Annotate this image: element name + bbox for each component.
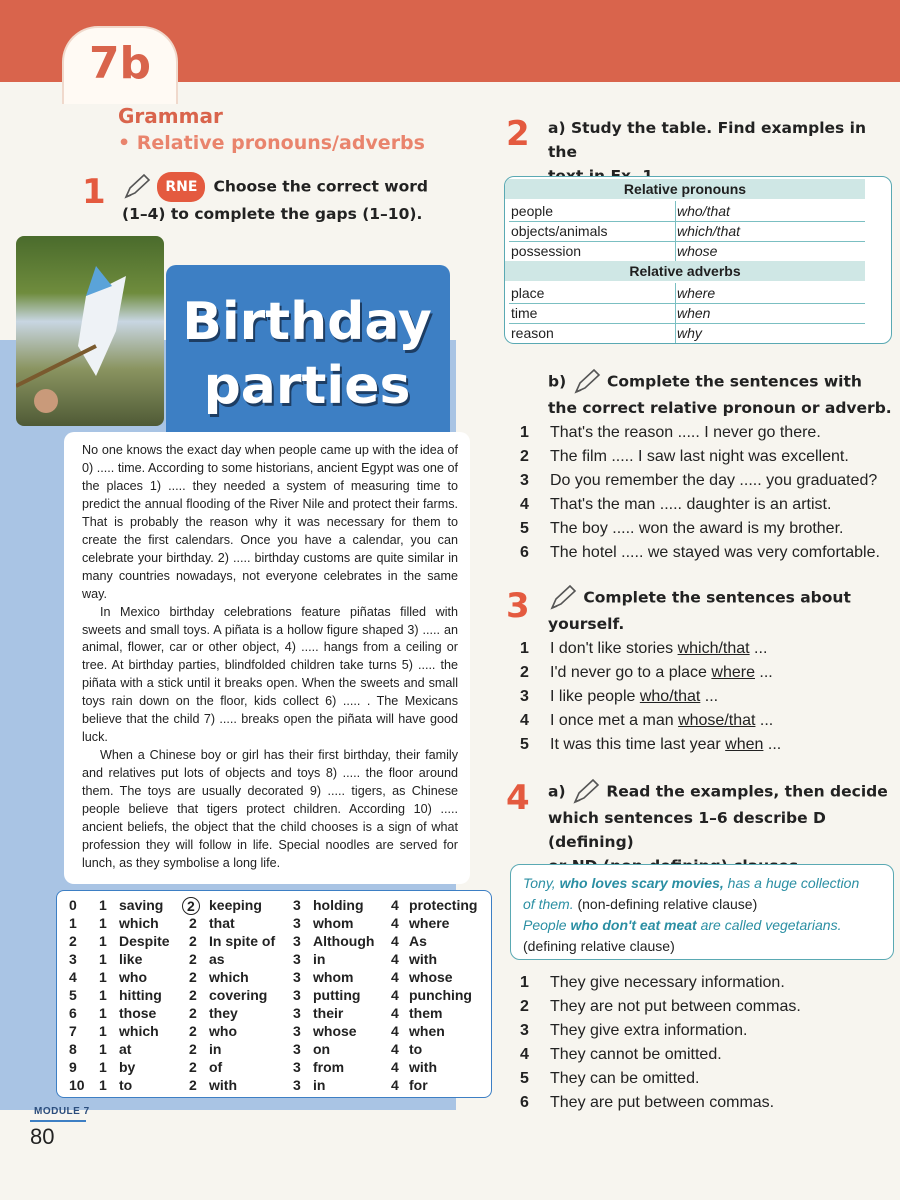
option-text: with [409,951,437,967]
sentence-end: ... [755,712,774,729]
example-2-text: People [523,917,571,933]
ex2a-line1: a) Study the table. Find examples in the [548,119,867,161]
examples-box [510,864,894,960]
sentence-end: ... [754,664,773,681]
exercise-2b-instruction [548,368,892,420]
sentence-text [550,688,718,706]
table-cell-use: reason [511,325,554,341]
option-number: 1 [99,951,107,967]
ex2b-line1: Complete the sentences with [607,372,862,391]
sentence-text [550,640,767,658]
option-number: 3 [293,987,301,1003]
option-number: 3 [293,1077,301,1093]
option-text: that [209,915,235,931]
sentence-number: 5 [520,520,529,537]
gap-number: 7 [69,1023,77,1039]
table-cell-word: when [677,305,711,321]
example-1-text: of them. [523,896,574,912]
option-text: in [313,1077,326,1093]
option-number: 1 [99,987,107,1003]
module-divider [30,1120,86,1122]
table-row [509,303,865,324]
gap-number: 4 [69,969,77,985]
table-row [509,283,865,304]
table-cell-word: where [677,285,716,301]
sentence-text: They give necessary information. [550,974,785,991]
option-text: where [409,915,450,931]
table-cell-word: whose [677,243,718,259]
sentence-relative-word: where [711,664,755,681]
table-cell-use: place [511,285,545,301]
option-number: 1 [99,1041,107,1057]
ex1-instruction-line2: (1–4) to complete the gaps (1–10). [122,205,423,223]
unit-label: 7b [88,38,152,89]
option-number: 3 [293,969,301,985]
option-text: with [209,1077,237,1093]
option-text: hitting [119,987,162,1003]
option-number: 3 [293,1041,301,1057]
sentence-number: 6 [520,1094,529,1111]
gap-number: 10 [69,1077,85,1093]
exercise-4-instruction [548,778,898,878]
module-label: MODULE 7 [34,1106,90,1117]
exercise-4-number: 4 [506,778,530,818]
title-line-2: parties [203,356,411,416]
table-cell-word: which/that [677,223,741,239]
option-number: 3 [293,933,301,949]
sentence-text: The film ..... I saw last night was excellent. [550,448,849,465]
table-cell-use: people [511,203,554,219]
option-text: when [409,1023,445,1039]
option-text: like [119,951,143,967]
table-cell-use: time [511,305,538,321]
sentence-number: 3 [520,688,529,705]
option-number: 3 [293,1005,301,1021]
table-row [509,221,865,242]
option-text: Although [313,933,375,949]
pencil-icon [548,584,578,612]
option-text: Despite [119,933,170,949]
section-title: Grammar [118,104,223,128]
option-text: their [313,1005,344,1021]
pencil-icon [571,778,601,806]
gap-number: 2 [69,933,77,949]
option-text: which [209,969,249,985]
option-number: 3 [293,1023,301,1039]
sentence-text: The hotel ..... we stayed was very comfortable. [550,544,880,561]
option-text: protecting [409,897,478,913]
options-row [57,951,491,969]
options-row [57,1023,491,1041]
options-row [57,915,491,933]
exercise-1-number: 1 [82,172,106,212]
option-text: for [409,1077,428,1093]
option-number: 1 [99,933,107,949]
unit-badge [62,26,178,104]
option-number: 4 [391,1023,399,1039]
option-text: as [209,951,225,967]
sentence-relative-word: whose/that [678,712,756,729]
sentence-number: 4 [520,712,529,729]
sentence-number: 4 [520,1046,529,1063]
ex2b-line2: the correct relative pronoun or adverb. [548,399,892,417]
option-text: which [119,915,159,931]
sentence-text [550,712,773,730]
exercise-3-number: 3 [506,586,530,626]
sentence-text: They give extra information. [550,1022,748,1039]
ex3-line1: Complete the sentences about [583,588,851,607]
options-row [57,1041,491,1059]
sentence-relative-word: who/that [639,688,701,705]
option-number: 2 [189,1077,197,1093]
option-number: 4 [391,1005,399,1021]
page-number: 80 [30,1124,55,1149]
option-number: 2 [189,969,197,985]
options-row [57,969,491,987]
option-text: those [119,1005,157,1021]
example-1-text: has a huge collection [723,875,860,891]
sentence-number: 2 [520,448,529,465]
title-line-1: Birthday [182,292,432,352]
option-text: which [119,1023,159,1039]
sentence-relative-word: when [725,736,764,753]
sentence-text: They are not put between commas. [550,998,801,1015]
gap-number: 9 [69,1059,77,1075]
sentence-end: ... [700,688,719,705]
table-row [509,323,865,343]
sentence-text: That's the reason ..... I never go there. [550,424,821,441]
option-text: on [313,1041,331,1057]
option-number: 2 [189,1023,197,1039]
sentence-number: 1 [520,424,529,441]
option-text: from [313,1059,345,1075]
option-text: keeping [209,897,262,913]
option-number: 4 [391,1059,399,1075]
ex4-label: a) [548,782,566,801]
option-number: 1 [99,1077,107,1093]
option-number: 4 [391,897,399,913]
option-number: 1 [99,1059,107,1075]
sentence-end: ... [749,640,768,657]
answer-options-box [56,890,492,1098]
option-number: 2 [189,987,197,1003]
option-text: putting [313,987,361,1003]
table-cell-word: who/that [677,203,730,219]
table-cell-use: possession [511,243,582,259]
article-text [64,432,470,884]
gap-number: 1 [69,915,77,931]
ex4-line1: Read the examples, then decide [606,782,888,801]
options-row [57,933,491,951]
option-number: 1 [99,915,107,931]
option-text: by [119,1059,136,1075]
sentence-number: 6 [520,544,529,561]
sentence-start: I once met a man [550,712,679,729]
example-2-text: are called vegetarians. [696,917,842,933]
exercise-3-instruction [548,584,851,636]
option-text: As [409,933,427,949]
option-text: they [209,1005,238,1021]
option-number: 3 [293,1059,301,1075]
sentence-start: I'd never go to a place [550,664,712,681]
option-text: covering [209,987,268,1003]
option-text: in [209,1041,222,1057]
sentence-text: They cannot be omitted. [550,1046,722,1063]
table-row [509,201,865,222]
sentence-text: That's the man ..... daughter is an artist. [550,496,832,513]
sentence-text: The boy ..... won the award is my brother. [550,520,844,537]
sentence-number: 5 [520,1070,529,1087]
option-text: whose [409,969,453,985]
option-text: to [119,1077,133,1093]
article-title [172,290,442,418]
sentence-number: 3 [520,472,529,489]
option-number: 1 [99,1005,107,1021]
sentence-text: They are put between commas. [550,1094,775,1111]
example-1-text: Tony, [523,875,560,891]
sentence-text [550,736,781,754]
pinata-illustration [16,236,164,426]
option-text: whom [313,915,354,931]
example-2-clause: who don't eat meat [570,917,697,933]
option-text: with [409,1059,437,1075]
table-cell-use: objects/animals [511,223,608,239]
option-number: 2 [189,951,197,967]
sentence-number: 1 [520,974,529,991]
gap-number: 3 [69,951,77,967]
section-topic: • Relative pronouns/adverbs [118,132,425,154]
sentence-text: Do you remember the day ..... you graduated? [550,472,878,489]
relative-pronouns-table [504,176,892,344]
sentence-number: 2 [520,664,529,681]
option-number: 3 [293,897,301,913]
sentence-start: I like people [550,688,640,705]
example-1-label: (non-defining relative clause) [573,896,758,912]
ex3-line2: yourself. [548,615,625,633]
gap-number: 8 [69,1041,77,1057]
sentence-number: 5 [520,736,529,753]
sentence-number: 2 [520,998,529,1015]
article-paragraph-2: In Mexico birthday celebrations feature piñatas filled with sweets and small toys. A piñata is a hollow figure shaped 3) ..... an animal, flower, car or other object, 4) ..... hangs from a ceiling or tree. At birthday parties, blindfolded children take turns 5) ..... the piñata with a stick until it breaks open. When the sweets and small toys rain down on the floor, kids collect 6) ..... . The Mexicans believe that the child 7) ..... breaks open the piñata will have good luck. [82,604,458,745]
option-number: 4 [391,933,399,949]
table-cell-word: why [677,325,702,341]
option-text: whose [313,1023,357,1039]
option-number: 4 [391,951,399,967]
options-row [57,1077,491,1095]
gap-number: 0 [69,897,77,913]
sentence-relative-word: which/that [677,640,750,657]
option-number: 2 [189,933,197,949]
option-text: In spite of [209,933,276,949]
option-number: 2 [189,1005,197,1021]
sentence-text: They can be omitted. [550,1070,700,1087]
option-text: them [409,1005,443,1021]
options-row [57,1005,491,1023]
option-number-circled: 2 [182,897,200,915]
option-number: 4 [391,969,399,985]
rne-badge: RNE [157,172,205,202]
pencil-icon [572,368,602,396]
article-paragraph-1: No one knows the exact day when people came up with the idea of 0) ..... time. According to some historians, ancient Egypt was one of the places 1) ..... they needed a system of measuring time to predict the annual flooding of the River Nile and protect their farms. That is probably the reason why it was necessary for them to create the first calendars. Once you have a calendar, you can celebrate your birthday. 2) ..... birthday customs are quite similar in many countries nowadays, not everyone celebrates in the same way. [82,443,458,601]
table-header-adverbs: Relative adverbs [505,261,865,281]
option-number: 2 [189,1059,197,1075]
option-number: 2 [189,915,197,931]
sentence-start: It was this time last year [550,736,726,753]
sentence-number: 3 [520,1022,529,1039]
example-2-label: (defining relative clause) [523,938,675,954]
option-number: 1 [99,1023,107,1039]
pencil-icon [122,173,152,201]
option-number: 4 [391,1077,399,1093]
ex1-instruction-line1: Choose the correct word [213,177,429,196]
table-header-pronouns: Relative pronouns [505,179,865,199]
example-1-clause: who loves scary movies, [559,875,724,891]
options-row [57,987,491,1005]
gap-number: 6 [69,1005,77,1021]
option-text: to [409,1041,423,1057]
option-text: saving [119,897,164,913]
option-text: of [209,1059,223,1075]
sentence-text [550,664,773,682]
option-number: 4 [391,1041,399,1057]
option-text: who [119,969,147,985]
option-text: who [209,1023,237,1039]
option-text: at [119,1041,132,1057]
pinata-photo [16,236,164,426]
option-number: 3 [293,915,301,931]
option-number: 3 [293,951,301,967]
exercise-1-instruction [122,172,452,226]
option-text: in [313,951,326,967]
ex2b-label: b) [548,372,567,391]
sentence-number: 1 [520,640,529,657]
sentence-end: ... [763,736,782,753]
gap-number: 5 [69,987,77,1003]
option-number: 1 [99,897,107,913]
article-paragraph-3: When a Chinese boy or girl has their first birthday, their family and relatives put lots of objects and toys 8) ..... the floor around them. The toys are usually decorated 9) ..... tigers, as Chinese people believe that tigers protect children. According 10) ..... ancient beliefs, the object that the child chooses is a sign of what profession they will follow in life. Special noodles are served for lunch, as they symbolise a long life. [82,748,458,870]
ex4-line2: which sentences 1–6 describe D (defining) [548,809,826,851]
option-number: 4 [391,987,399,1003]
options-row [57,1059,491,1077]
option-number: 2 [189,1041,197,1057]
exercise-2-number: 2 [506,114,530,154]
option-number: 4 [391,915,399,931]
option-number: 1 [99,969,107,985]
option-text: holding [313,897,364,913]
option-text: whom [313,969,354,985]
sentence-start: I don't like stories [550,640,678,657]
sentence-number: 4 [520,496,529,513]
table-row [509,241,865,262]
option-text: punching [409,987,472,1003]
options-row [57,897,491,915]
